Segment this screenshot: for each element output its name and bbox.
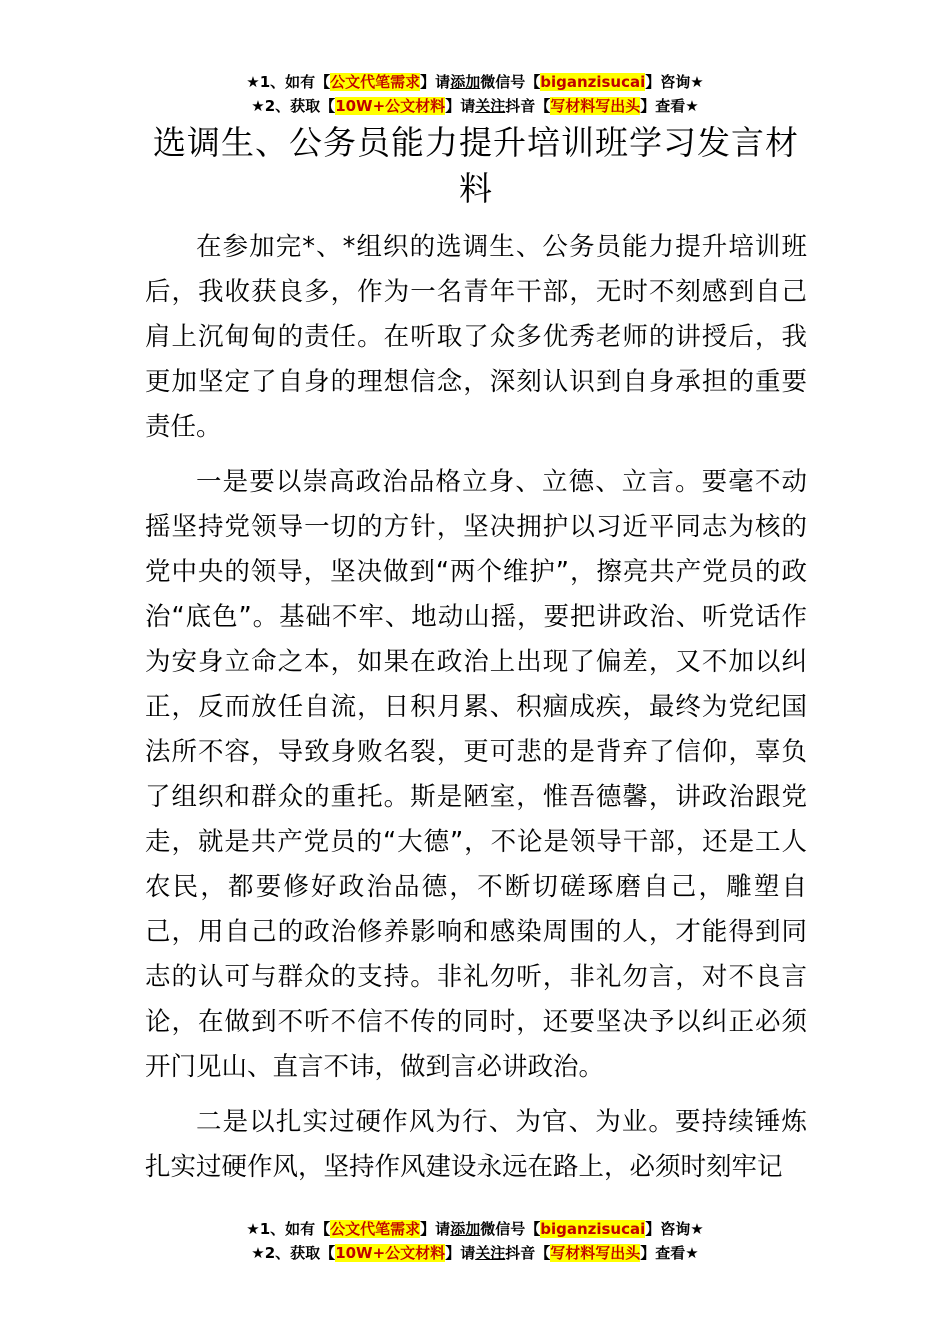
paragraph-point-2: 二是以扎实过硬作风为行、为官、为业。要持续锤炼扎实过硬作风，坚持作风建设永远在路上，必须时刻牢记 xyxy=(145,1107,807,1182)
highlight-service: 公文代笔需求 xyxy=(330,1220,421,1238)
highlight-wechat-id: biganzisucai xyxy=(540,73,646,91)
banner-line-2: ★2、获取【10W+公文材料】请关注抖音【写材料写出头】查看★ xyxy=(251,1244,699,1262)
highlight-service: 公文代笔需求 xyxy=(330,73,421,91)
banner-line-1: ★1、如有【公文代笔需求】请添加微信号【biganzisucai】咨询★ xyxy=(246,73,704,91)
highlight-wechat-id: biganzisucai xyxy=(540,1220,646,1238)
highlight-douyin: 写材料写出头 xyxy=(550,1244,641,1262)
footer-banner xyxy=(0,1217,950,1265)
highlight-materials: 10W+公文材料 xyxy=(335,97,446,115)
banner-line-1: ★1、如有【公文代笔需求】请添加微信号【biganzisucai】咨询★ xyxy=(246,1220,704,1238)
paragraph-point-1: 一是要以崇高政治品格立身、立德、立言。要毫不动摇坚持党领导一切的方针，坚决拥护以习近平同志为核的党中央的领导，坚决做到“两个维护”，擦亮共产党员的政治“底色”。基础不牢、地动山摇，要把讲政治、听党话作为安身立命之本，如果在政治上出现了偏差，又不加以纠正，反而放任自流，日积月累、积痼成疾，最终为党纪国法所不容，导致身败名裂，更可悲的是背弃了信仰，辜负了组织和群众的重托。斯是陋室，惟吾德馨，讲政治跟党走，就是共产党员的“大德”，不论是领导干部，还是工人农民，都要修好政治品德，不断切磋琢磨自己，雕塑自己，用自己的政治修养影响和感染周围的人，才能得到同志的认可与群众的支持。非礼勿听，非礼勿言，对不良言论，在做到不听不信不传的同时，还要坚决予以纠正必须开门见山、直言不讳，做到言必讲政治。 xyxy=(145,467,807,1082)
document-title: 选调生、公务员能力提升培训班学习发言材料 xyxy=(153,123,799,208)
highlight-materials: 10W+公文材料 xyxy=(335,1244,446,1262)
header-banner xyxy=(0,70,950,118)
paragraph-intro: 在参加完*、*组织的选调生、公务员能力提升培训班后，我收获良多，作为一名青年干部，无时不刻感到自己肩上沉甸甸的责任。在听取了众多优秀老师的讲授后，我更加坚定了自身的理想信念，深刻认识到自身承担的重要责任。 xyxy=(145,232,807,442)
document-body xyxy=(145,225,807,1200)
highlight-douyin: 写材料写出头 xyxy=(550,97,641,115)
banner-line-2: ★2、获取【10W+公文材料】请关注抖音【写材料写出头】查看★ xyxy=(251,97,699,115)
